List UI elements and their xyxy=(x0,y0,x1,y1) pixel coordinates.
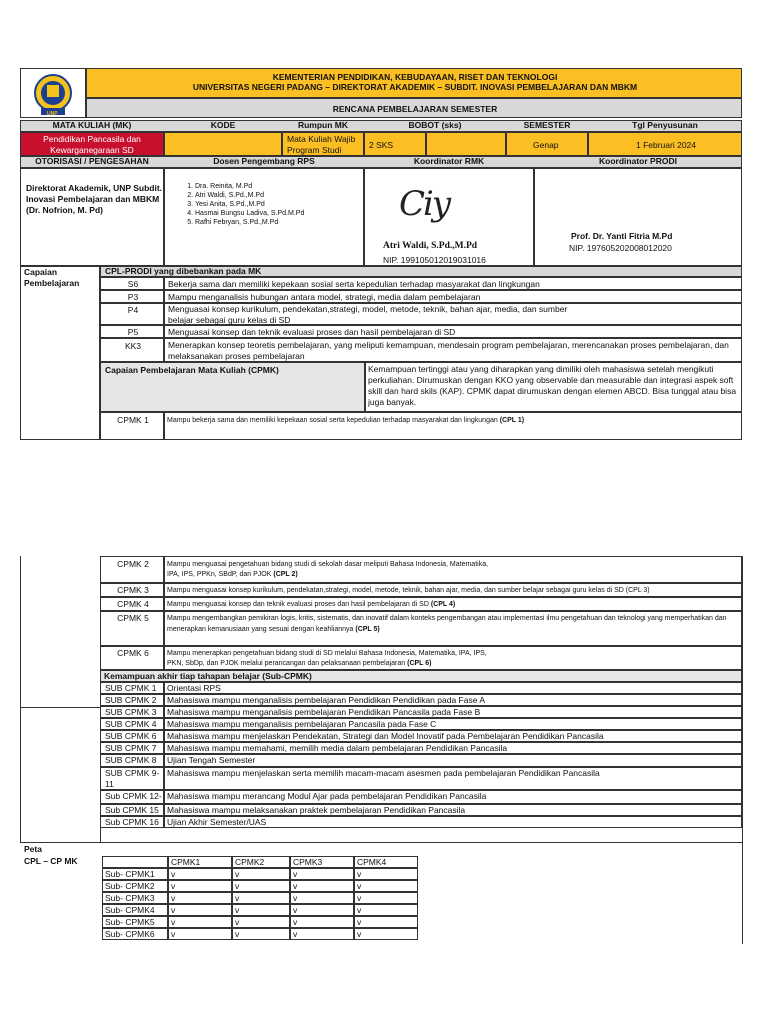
ministry-title: KEMENTERIAN PENDIDIKAN, KEBUDAYAAN, RISET DAN TEKNOLOGI xyxy=(272,72,558,82)
subcpmk-code: Sub CPMK 15 xyxy=(105,805,159,815)
matrix-mark-text: v xyxy=(293,917,298,927)
matrix-corner xyxy=(102,856,168,868)
subcpmk-text: Mahasiswa mampu menganalisis pembelajaran Pendidikan Pancasila pada Fase B xyxy=(167,707,481,717)
cpl-code: S6 xyxy=(127,279,139,289)
dosen-item: 3. Yesi Anita, S.Pd.,M.Pd xyxy=(195,200,361,209)
cpmk-code-cell xyxy=(100,611,164,646)
subcpmk-code-cell xyxy=(100,682,164,694)
cpmk-header: Capaian Pembelajaran Mata Kuliah (CPMK) xyxy=(105,365,279,375)
semester-header: SEMESTER xyxy=(523,120,571,130)
cpl-code-cell xyxy=(100,338,164,362)
rps-page-1 xyxy=(0,0,768,470)
matrix-mark-text: v xyxy=(235,893,240,903)
tgl-header: Tgl Penyusunan xyxy=(632,120,698,130)
matrix-row-label-text: Sub- CPMK1 xyxy=(105,869,155,879)
subcpmk-header: Kemampuan akhir tiap tahapan belajar (Sub-CPMK) xyxy=(104,671,312,681)
subcpmk-code: SUB CPMK 8 xyxy=(105,755,157,765)
matrix-mark xyxy=(354,868,418,880)
tanggal-value: 1 Februari 2024 xyxy=(635,140,696,150)
matrix-mark xyxy=(232,868,290,880)
matrix-col-header-text: CPMK4 xyxy=(357,857,387,867)
matrix-mark xyxy=(168,880,232,892)
subcpmk-text-cell xyxy=(164,706,742,718)
matrix-mark xyxy=(290,916,354,928)
prodi-nip: NIP. 197605202008012020 xyxy=(569,243,672,253)
matrix-mark xyxy=(232,928,290,940)
matrix-mark-text: v xyxy=(357,905,362,915)
cpmk-code-cell xyxy=(100,583,164,597)
matrix-col-header xyxy=(354,856,418,868)
bobot-header: BOBOT (sks) xyxy=(408,120,462,130)
subcpmk-text-cell xyxy=(164,804,742,816)
semester-value: Genap xyxy=(533,140,559,150)
cpmk-code-cell xyxy=(100,597,164,611)
matrix-row-label-text: Sub- CPMK5 xyxy=(105,917,155,927)
matrix-mark xyxy=(290,928,354,940)
dosen-list xyxy=(181,182,361,227)
subcpmk-text: Mahasiswa mampu menjelaskan Pendekatan, Strategi dan Model Inovatif pada Pembelajaran Pendidikan Pancasila xyxy=(167,731,604,741)
course-name-cell xyxy=(20,132,164,156)
matrix-col-header xyxy=(168,856,232,868)
sks-cell xyxy=(364,132,426,156)
mk-header: MATA KULIAH (MK) xyxy=(52,120,132,130)
matrix-mark-text: v xyxy=(357,893,362,903)
cpmk-ref: (CPL 3) xyxy=(625,587,650,594)
cpl-text-cell xyxy=(164,338,742,362)
rmk-signature: Ciy xyxy=(399,184,450,224)
kode-cell xyxy=(164,132,282,156)
rmk-label: Koordinator RMK xyxy=(413,156,485,166)
cpl-text: Menguasai konsep kurikulum, pendekatan,strategi, model, metode, teknik, bahan ajar, media, dan sumber belajar sebagai guru kelas di SD xyxy=(168,304,568,325)
cpmk-code: CPMK 3 xyxy=(117,585,149,595)
matrix-mark xyxy=(354,904,418,916)
subcpmk-text-cell xyxy=(164,754,742,767)
rumpun-value: Mata Kuliah Wajib Program Studi xyxy=(287,134,356,155)
matrix-mark xyxy=(290,868,354,880)
cpmk-text-cell xyxy=(164,646,742,670)
course-name: Pendidikan Pancasila dan Kewarganegaraan SD xyxy=(43,134,141,155)
subcpmk-text-cell xyxy=(164,790,742,804)
peta-sub: CPL – CP MK xyxy=(24,856,78,866)
prodi-name: Prof. Dr. Yanti Fitria M.Pd xyxy=(571,231,673,241)
kode-header: KODE xyxy=(210,120,236,130)
rumpun-header: Rumpun MK xyxy=(297,120,349,130)
matrix-mark xyxy=(168,928,232,940)
matrix-mark-text: v xyxy=(293,869,298,879)
matrix-mark-text: v xyxy=(235,917,240,927)
cpl-code-cell xyxy=(100,303,164,325)
subcpmk-code: Sub CPMK 16 xyxy=(105,817,159,827)
subcpmk-code: SUB CPMK 4 xyxy=(105,719,157,729)
cpmk-text-main: Mampu menguasai pengetahuan bidang studi di sekolah dasar meliputi Bahasa Indonesia, Matematika, IPA, IPS, PPKn, SBdP, dan PJOK xyxy=(167,561,489,578)
cpmk-code: CPMK 5 xyxy=(117,613,149,623)
matrix-row-label-text: Sub- CPMK4 xyxy=(105,905,155,915)
cpmk-ref: (CPL 5) xyxy=(355,625,380,633)
university-title: UNIVERSITAS NEGERI PADANG – DIREKTORAT AKADEMIK – SUBDIT. INOVASI PEMBELAJARAN DAN MBKM xyxy=(192,82,638,92)
cpl-text-cell xyxy=(164,303,742,325)
matrix-row-label xyxy=(102,868,168,880)
cpmk-code: CPMK 4 xyxy=(117,599,149,609)
sks-extra-cell xyxy=(426,132,506,156)
subcpmk-text: Ujian Tengah Semester xyxy=(167,755,256,765)
capaian-label-cell xyxy=(20,266,100,440)
matrix-row-label-text: Sub- CPMK6 xyxy=(105,929,155,939)
cpl-code: P3 xyxy=(127,292,139,302)
subcpmk-text: Orientasi RPS xyxy=(167,683,221,693)
subcpmk-text: Mahasiswa mampu menganalisis pembelajaran Pancasila pada Fase C xyxy=(167,719,437,729)
dosen-item: 4. Hasmai Bungsu Ladiva, S.Pd.M.Pd xyxy=(195,209,361,218)
rmk-cell xyxy=(364,168,534,266)
matrix-mark-text: v xyxy=(235,905,240,915)
matrix-mark-text: v xyxy=(171,929,176,939)
cpmk-text xyxy=(167,586,741,596)
cpmk-ref: (CPL 6) xyxy=(407,659,432,667)
matrix-row-label xyxy=(102,892,168,904)
cpl-header-row xyxy=(100,266,742,277)
matrix-col-header xyxy=(290,856,354,868)
matrix-mark xyxy=(168,868,232,880)
cpl-code: P4 xyxy=(127,305,139,315)
cpmk-text-main: Mampu mengembangkan pemikiran logis, kritis, sistematis, dan inovatif dalam konteks pengembangan atau implementasi ilmu pengetahuan dan teknologi yang memperhatikan dan menerapkan kemanusiaan yang sesuai dengan keahliannya xyxy=(167,615,727,633)
cpmk-text-main: Mampu menguasai konsep dan teknik evaluasi proses dan hasil pembelajaran di SD xyxy=(167,601,429,608)
subcpmk-code-cell xyxy=(100,694,164,706)
matrix-mark-text: v xyxy=(357,869,362,879)
cpmk-code-cell xyxy=(100,646,164,670)
rps-title-bar xyxy=(86,98,742,118)
matrix-col-header-text: CPMK2 xyxy=(235,857,265,867)
cpl-code-cell xyxy=(100,290,164,303)
matrix-mark-text: v xyxy=(235,929,240,939)
cpmk-text xyxy=(167,600,741,610)
cpmk-text-cell xyxy=(164,611,742,646)
cpmk-ref: (CPL 2) xyxy=(273,570,298,578)
matrix-mark xyxy=(232,880,290,892)
subcpmk-text: Mahasiswa mampu merancang Modul Ajar pada pembelajaran Pendidikan Pancasila xyxy=(167,791,487,801)
rmk-nip: NIP. 199105012019031016 xyxy=(383,255,486,265)
subcpmk-text: Ujian Akhir Semester/UAS xyxy=(167,817,267,827)
dosen-cell xyxy=(164,168,364,266)
rmk-name: Atri Waldi, S.Pd.,M.Pd xyxy=(383,241,478,251)
matrix-col-header xyxy=(232,856,290,868)
subcpmk-text-cell xyxy=(164,694,742,706)
subcpmk-code-cell xyxy=(100,706,164,718)
cpl-text: Mampu menganalisis hubungan antara model, strategi, media dalam pembelajaran xyxy=(168,292,481,302)
subcpmk-code-cell xyxy=(100,742,164,754)
subcpmk-code-cell xyxy=(100,804,164,816)
cpl-code-cell xyxy=(100,277,164,290)
dosen-item: 1. Dra. Reinita, M.Pd xyxy=(195,182,361,191)
cpmk-code: CPMK 6 xyxy=(117,648,149,658)
cpmk-note: Kemampuan tertinggi atau yang diharapkan yang dimiliki oleh mahasiswa setelah mengikuti perkuliahan. Dirumuskan dengan KKO yang observable dan measurable dan integrasi aspek soft skill dan hard skils (KAP). CPMK dapat dirumuskan dengan elemen ABCD. Bisa tunggal atau bisa juga banyak. xyxy=(368,364,737,407)
cpl-text: Menguasai konsep dan teknik evaluasi proses dan hasil pembelajaran di SD xyxy=(168,327,456,337)
matrix-mark xyxy=(168,892,232,904)
matrix-mark-text: v xyxy=(235,881,240,891)
subcpmk-text-cell xyxy=(164,730,742,742)
header-banner xyxy=(86,68,742,98)
cpmk-text-cell xyxy=(164,597,742,611)
sks-value: 2 SKS xyxy=(369,140,394,150)
cpl-code-cell xyxy=(100,325,164,338)
matrix-row-label xyxy=(102,880,168,892)
matrix-mark xyxy=(232,892,290,904)
subcpmk-text: Mahasiswa mampu memahami, memilih media dalam pembelajaran Pendidikan Pancasila xyxy=(167,743,508,753)
matrix-mark xyxy=(168,904,232,916)
cpl-text-cell xyxy=(164,325,742,338)
matrix-mark-text: v xyxy=(171,869,176,879)
matrix-mark xyxy=(354,916,418,928)
cpmk1-ref: (CPL 1) xyxy=(499,417,525,424)
peta-label: Peta xyxy=(24,844,42,854)
matrix-mark-text: v xyxy=(293,881,298,891)
direktorat-text: Direktorat Akademik, UNP Subdit. Inovasi Pembelajaran dan MBKM (Dr. Nofrion, M. Pd) xyxy=(26,183,163,215)
matrix-mark-text: v xyxy=(357,929,362,939)
dosen-item: 2. Atri Waldi, S.Pd.,M.Pd xyxy=(195,191,361,200)
matrix-mark xyxy=(354,928,418,940)
cpmk1-code-cell xyxy=(100,412,164,440)
matrix-mark xyxy=(354,880,418,892)
cpl-text-cell xyxy=(164,277,742,290)
cpmk-ref: (CPL 4) xyxy=(430,601,456,608)
cpmk1-text xyxy=(167,416,527,426)
tanggal-cell xyxy=(588,132,742,156)
subcpmk-text: Mahasiswa mampu menjelaskan serta memilih macam-macam asesmen pada pembelajaran Pendidikan Pancasila xyxy=(167,768,600,778)
subcpmk-text-cell xyxy=(164,682,742,694)
subcpmk-text-cell xyxy=(164,718,742,730)
matrix-mark-text: v xyxy=(293,929,298,939)
cpmk-text xyxy=(167,614,741,635)
subcpmk-code-cell xyxy=(100,730,164,742)
rps-page-2 xyxy=(0,470,768,1024)
matrix-mark-text: v xyxy=(171,881,176,891)
subcpmk-code: SUB CPMK 3 xyxy=(105,707,157,717)
cpmk-text-cell xyxy=(164,556,742,583)
dosen-item: 5. Rafhi Febryan, S.Pd.,M.Pd xyxy=(195,218,361,227)
matrix-row-label-text: Sub- CPMK3 xyxy=(105,893,155,903)
cpl-code: KK3 xyxy=(124,341,142,351)
prodi-label: Koordinator PRODI xyxy=(599,156,677,166)
matrix-mark-text: v xyxy=(293,905,298,915)
subcpmk-code-cell xyxy=(100,816,164,828)
prodi-cell xyxy=(534,168,742,266)
otorisasi-label: OTORISASI / PENGESAHAN xyxy=(35,156,149,166)
cpl-text: Menerapkan konsep teoretis pembelajaran, yang meliputi kemampuan, mendesain program pembelajaran, merencanakan proses pembelajaran, dan melaksanakan proses pembelajaran xyxy=(168,340,729,361)
matrix-mark-text: v xyxy=(171,893,176,903)
cpmk-note-cell xyxy=(365,362,742,412)
matrix-mark xyxy=(290,892,354,904)
subcpmk-text-cell xyxy=(164,816,742,828)
cpmk1-text-cell xyxy=(164,412,742,440)
matrix-row-label xyxy=(102,904,168,916)
subcpmk-text: Mahasiswa mampu menganalisis pembelajaran Pendidikan Pendidikan pada Fase A xyxy=(167,695,485,705)
capaian-label: Capaian Pembelajaran xyxy=(24,267,80,288)
matrix-mark-text: v xyxy=(357,917,362,927)
matrix-mark-text: v xyxy=(357,881,362,891)
cpl-code: P5 xyxy=(127,327,139,337)
cpmk-text xyxy=(167,560,497,579)
dosen-label: Dosen Pengembang RPS xyxy=(213,156,315,166)
matrix-row-label xyxy=(102,928,168,940)
direktorat-cell xyxy=(20,168,164,266)
subcpmk-code: SUB CPMK 2 xyxy=(105,695,157,705)
subcpmk-text-cell xyxy=(164,742,742,754)
subcpmk-code: SUB CPMK 7 xyxy=(105,743,157,753)
subcpmk-text: Mahasiswa mampu melaksanakan praktek pembelajaran Pendidikan Pancasila xyxy=(167,805,466,815)
subcpmk-header-row xyxy=(100,670,742,682)
logo-cell xyxy=(20,68,86,118)
subcpmk-text-cell xyxy=(164,767,742,790)
cpl-text-cell xyxy=(164,290,742,303)
matrix-col-header-text: CPMK1 xyxy=(171,857,201,867)
matrix-mark xyxy=(290,904,354,916)
matrix-mark xyxy=(354,892,418,904)
logo-text: UNP xyxy=(47,111,58,117)
matrix-row-label xyxy=(102,916,168,928)
subcpmk-code-cell xyxy=(100,754,164,767)
semester-cell xyxy=(506,132,588,156)
matrix-mark xyxy=(232,916,290,928)
cpl-text: Bekerja sama dan memiliki kepekaan sosial serta kepedulian terhadap masyarakat dan lingkungan xyxy=(168,279,540,289)
cpmk-header-cell xyxy=(100,362,365,412)
subcpmk-code: SUB CPMK 9-11 xyxy=(105,768,160,789)
cpmk-text-main: Mampu menerapkan pengetahuan bidang studi di SD melalui Bahasa Indonesia, Matematika, IPA, IPS, PKN, SbDp, dan PJOK melalui perancangan dan pelaksanaan pembelajaran xyxy=(167,650,487,667)
matrix-mark xyxy=(232,904,290,916)
subcpmk-code-cell xyxy=(100,767,164,790)
matrix-mark-text: v xyxy=(293,893,298,903)
matrix-mark xyxy=(168,916,232,928)
cpmk-code-cell xyxy=(100,556,164,583)
subcpmk-code: Sub CPMK 12- xyxy=(105,791,162,801)
matrix-mark xyxy=(290,880,354,892)
subcpmk-code: SUB CPMK 6 xyxy=(105,731,157,741)
cpmk-text xyxy=(167,649,497,668)
matrix-row-label-text: Sub- CPMK2 xyxy=(105,881,155,891)
cpmk1-code: CPMK 1 xyxy=(117,415,149,425)
subcpmk-code-cell xyxy=(100,718,164,730)
cpmk-text-cell xyxy=(164,583,742,597)
cpmk1-text-main: Mampu bekerja sama dan memiliki kepekaan sosial serta kepedulian terhadap masyarakat dan lingkungan xyxy=(167,417,498,424)
rps-title: RENCANA PEMBELAJARAN SEMESTER xyxy=(332,104,498,114)
cpmk-text-main: Mampu menguasai konsep kurikulum, pendekatan,strategi, model, metode, teknik, bahan ajar, media, dan sumber belajar sebagai guru kelas di SD xyxy=(167,587,624,594)
rumpun-cell xyxy=(282,132,364,156)
matrix-mark-text: v xyxy=(171,917,176,927)
matrix-mark-text: v xyxy=(171,905,176,915)
subcpmk-code-cell xyxy=(100,790,164,804)
subcpmk-code: SUB CPMK 1 xyxy=(105,683,157,693)
cpmk-code: CPMK 2 xyxy=(117,559,149,569)
matrix-mark-text: v xyxy=(235,869,240,879)
cpl-header: CPL-PRODI yang dibebankan pada MK xyxy=(105,266,262,276)
matrix-col-header-text: CPMK3 xyxy=(293,857,323,867)
